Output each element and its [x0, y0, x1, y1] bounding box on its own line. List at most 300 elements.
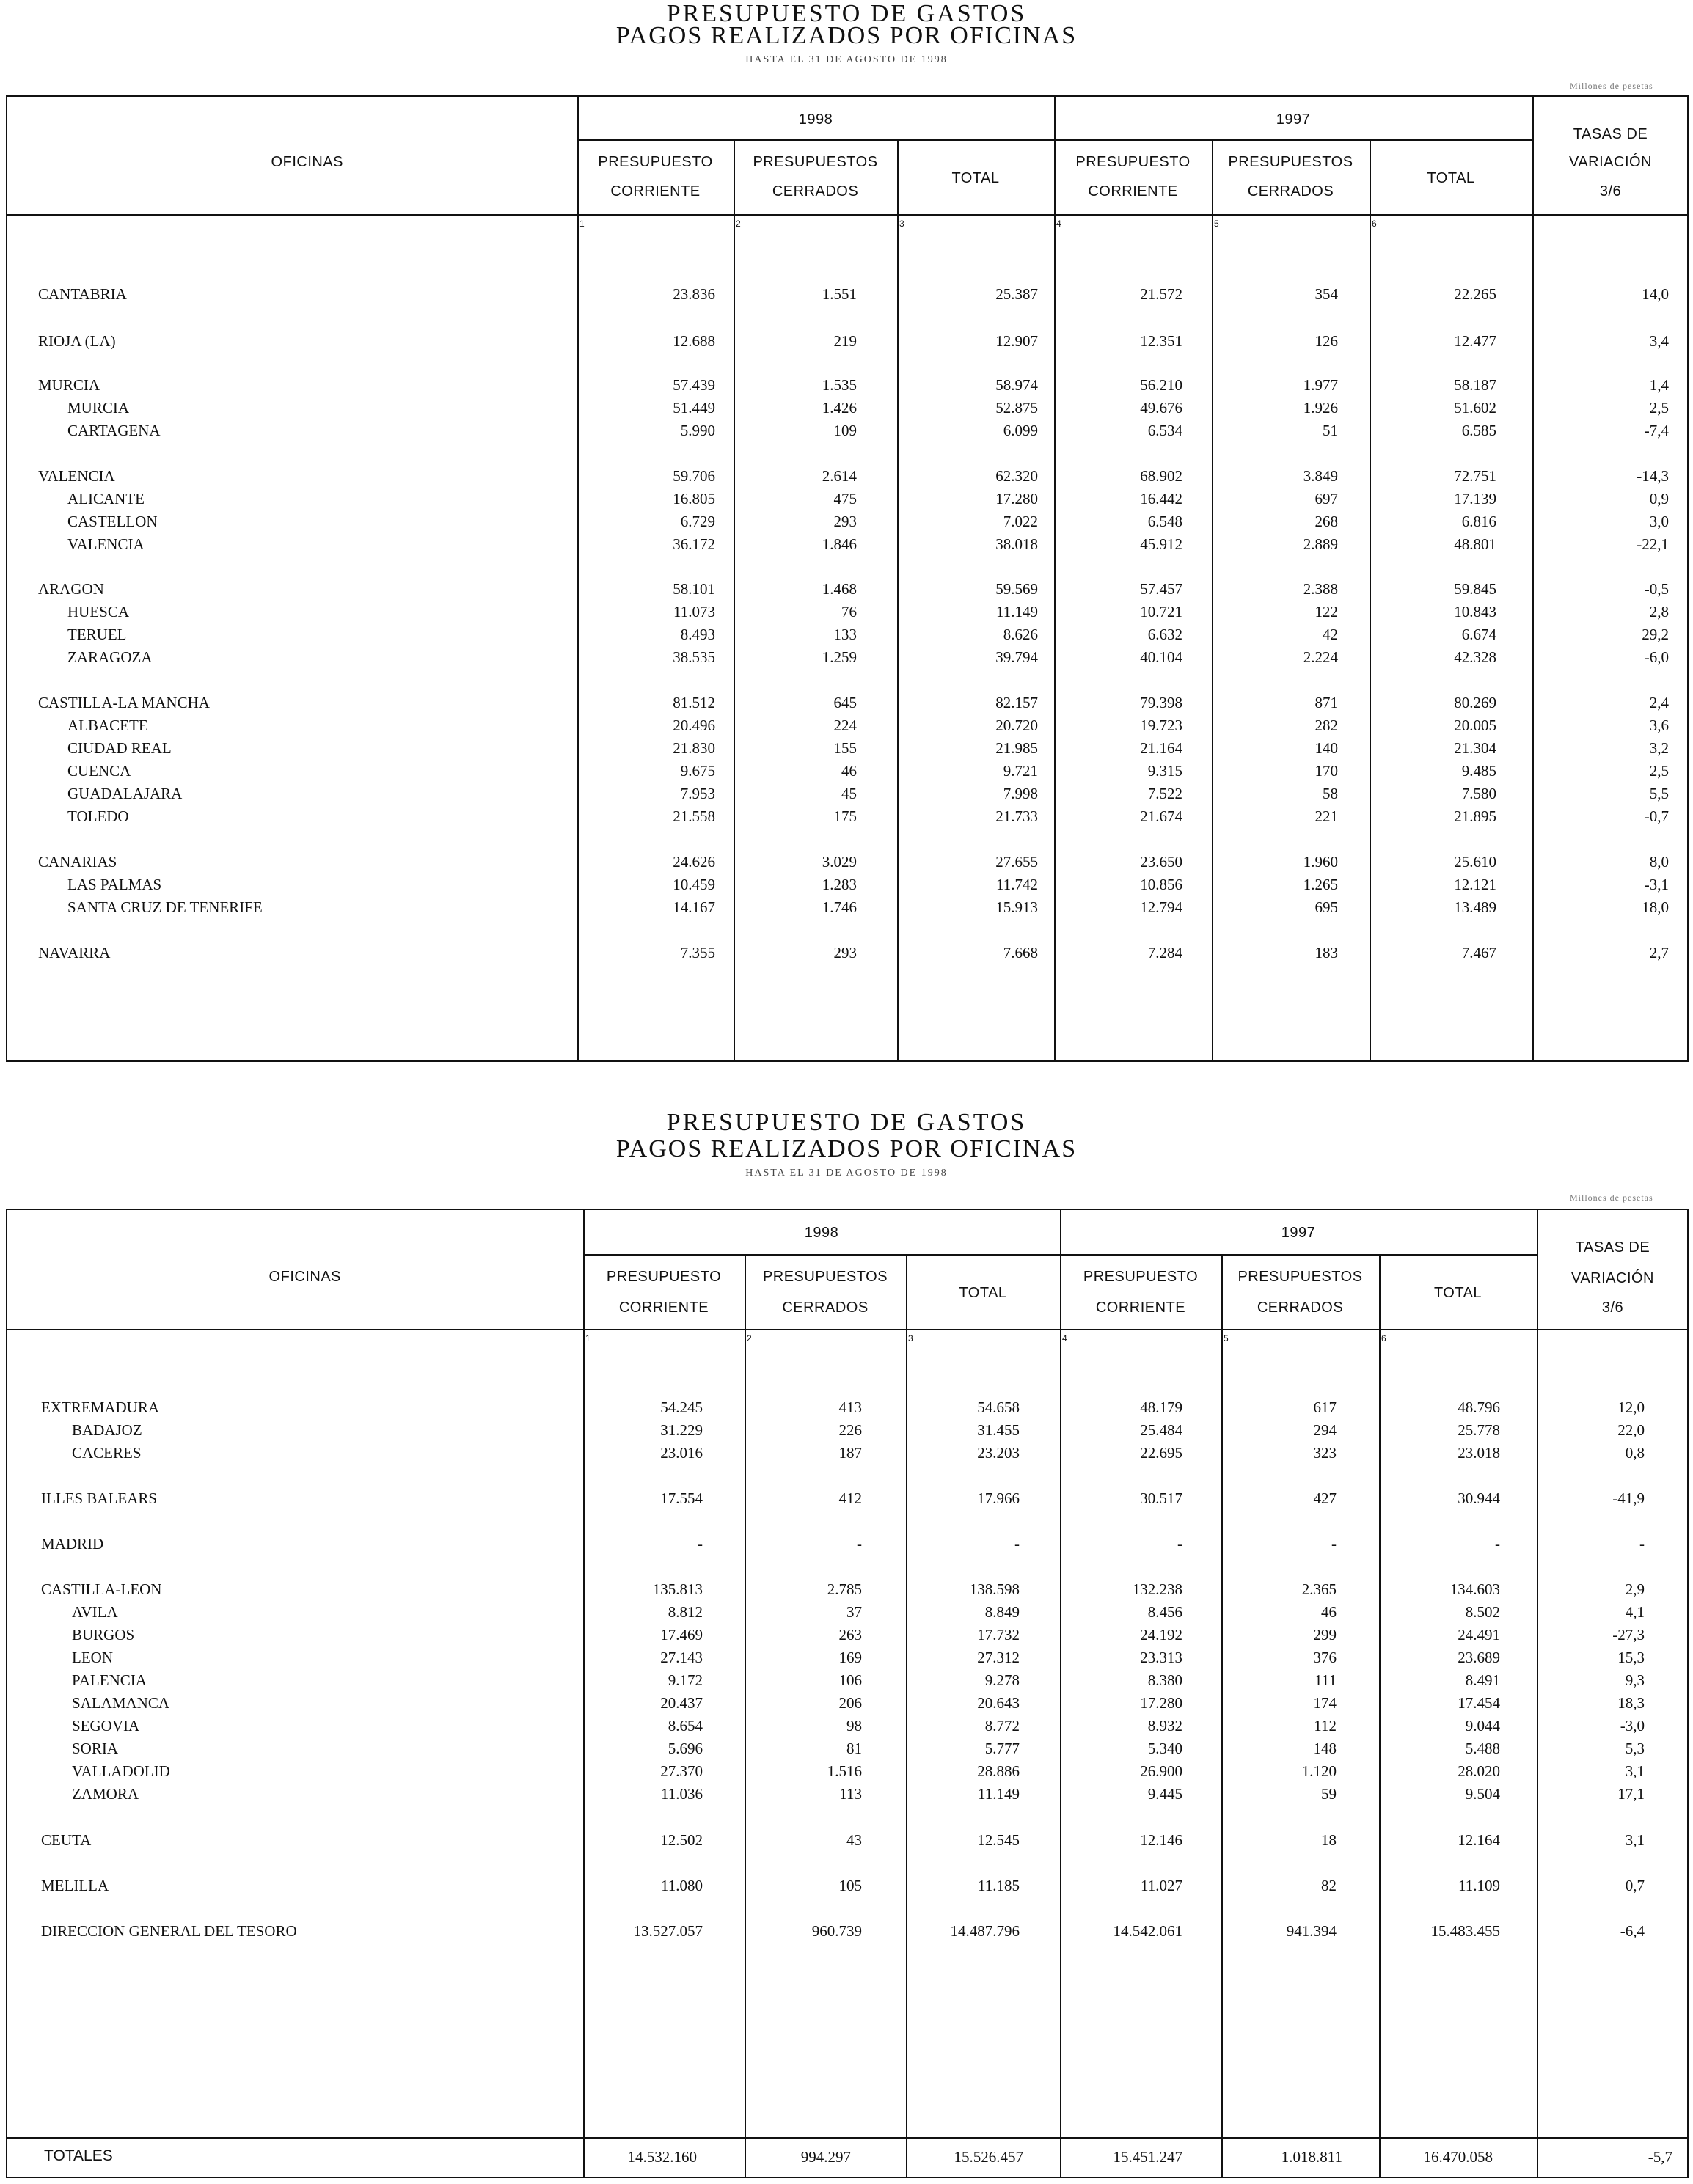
office-subregion-name: SALAMANCA	[72, 1694, 170, 1712]
table-cell: 22,0	[1617, 1421, 1645, 1439]
table-cell: 11.073	[673, 603, 715, 620]
table-cell: 9.504	[1465, 1785, 1500, 1803]
table-cell: 72.751	[1454, 467, 1496, 485]
column-number: 1	[579, 219, 585, 229]
table-cell: 12.146	[1140, 1831, 1182, 1849]
office-region-name: CASTILLA-LA MANCHA	[38, 694, 210, 711]
table-cell: 3,2	[1649, 739, 1669, 757]
table-cell: 323	[1313, 1444, 1337, 1462]
table-cell: 9.044	[1465, 1717, 1500, 1734]
office-region-name: VALENCIA	[38, 467, 115, 485]
table-cell: -41,9	[1612, 1489, 1645, 1507]
table-cell: 1.977	[1303, 376, 1338, 394]
table-cell: 20.720	[995, 717, 1038, 734]
table-cell: 695	[1314, 898, 1338, 916]
table-cell: 12.688	[673, 332, 715, 350]
table-cell: 11.027	[1141, 1877, 1182, 1894]
table-cell: 263	[838, 1626, 862, 1644]
table-cell: 617	[1313, 1399, 1337, 1416]
table-cell: 2.224	[1303, 648, 1338, 666]
table-cell: 58	[1323, 785, 1338, 802]
table-cell: 3,6	[1649, 717, 1669, 734]
table-cell: 4,1	[1625, 1603, 1645, 1621]
table-cell: 42.328	[1454, 648, 1496, 666]
table-cell: 11.109	[1458, 1877, 1500, 1894]
page-1-note: HASTA EL 31 DE AGOSTO DE 1998	[745, 54, 948, 65]
office-subregion-name: ALBACETE	[67, 717, 148, 734]
table-cell: 27.370	[660, 1762, 703, 1780]
col-pres-corriente-1998-l2: CORRIENTE	[610, 183, 701, 199]
table-cell: 24.491	[1458, 1626, 1500, 1644]
table-cell: 17.966	[977, 1489, 1020, 1507]
table-cell: 427	[1313, 1489, 1337, 1507]
column-number: 6	[1381, 1333, 1386, 1344]
col-pres-cerrados-1997-l2: CERRADOS	[1247, 183, 1334, 199]
office-subregion-name: BADAJOZ	[72, 1421, 142, 1439]
table-cell: 5.777	[984, 1740, 1020, 1757]
table-cell: 23.203	[977, 1444, 1020, 1462]
office-subregion-name: CACERES	[72, 1444, 142, 1462]
table-cell: 7.953	[680, 785, 715, 802]
col-pres-corriente-1997-l2: CORRIENTE	[1095, 1300, 1186, 1316]
table-cell: 17.454	[1458, 1694, 1500, 1712]
table-cell: 7.022	[1003, 513, 1038, 530]
table-cell: 9.675	[680, 762, 715, 780]
col-pres-cerrados-1998-l2: CERRADOS	[772, 183, 859, 199]
table-cell: 111	[1314, 1671, 1337, 1689]
table-cell: -0,7	[1644, 807, 1669, 825]
table-cell: 10.721	[1140, 603, 1182, 620]
table-cell: 54.245	[660, 1399, 703, 1416]
table-cell: 8.654	[668, 1717, 703, 1734]
table-cell: -	[1639, 1535, 1645, 1553]
table-cell: 12.545	[977, 1831, 1020, 1849]
table-cell: 7.467	[1461, 944, 1496, 961]
col-tasas-l1: TASAS DE	[1575, 1239, 1650, 1256]
table-cell: 11.149	[978, 1785, 1020, 1803]
table-cell: 98	[846, 1717, 862, 1734]
table-cell: 27.143	[660, 1649, 703, 1666]
table-cell: 8.493	[680, 626, 715, 643]
totals-cell: 994.297	[800, 2148, 851, 2166]
table-cell: -	[698, 1535, 703, 1553]
office-subregion-name: CARTAGENA	[67, 422, 161, 439]
office-subregion-name: VALENCIA	[67, 535, 145, 553]
office-subregion-name: MURCIA	[67, 399, 130, 417]
office-region-name: EXTREMADURA	[41, 1399, 159, 1416]
table-cell: 3.849	[1303, 467, 1338, 485]
table-cell: 76	[841, 603, 857, 620]
table-cell: 59	[1321, 1785, 1337, 1803]
col-total-1997: TOTAL	[1427, 170, 1475, 186]
table-cell: 14.542.061	[1113, 1922, 1182, 1940]
table-cell: 14.487.796	[950, 1922, 1020, 1940]
totals-cell: 15.526.457	[954, 2148, 1023, 2166]
table-cell: 224	[833, 717, 857, 734]
oficinas-header: OFICINAS	[271, 154, 343, 170]
table-cell: 106	[838, 1671, 862, 1689]
page-1-subtitle: PAGOS REALIZADOS POR OFICINAS	[615, 22, 1078, 49]
table-cell: 413	[838, 1399, 862, 1416]
column-number: 5	[1214, 219, 1219, 229]
table-cell: 1.265	[1303, 876, 1338, 893]
table-cell: 80.269	[1454, 694, 1496, 711]
table-cell: 17.280	[995, 490, 1038, 507]
office-subregion-name: SORIA	[72, 1740, 119, 1757]
table-cell: 48.796	[1458, 1399, 1500, 1416]
office-region-name: CASTILLA-LEON	[41, 1580, 162, 1598]
table-cell: 7.580	[1461, 785, 1496, 802]
page-2-subtitle: PAGOS REALIZADOS POR OFICINAS	[615, 1135, 1078, 1162]
col-pres-cerrados-1997-l2: CERRADOS	[1257, 1300, 1344, 1316]
table-cell: 134.603	[1449, 1580, 1500, 1598]
table-cell: 14,0	[1642, 285, 1669, 303]
table-cell: 21.558	[673, 807, 715, 825]
table-cell: 3,1	[1625, 1762, 1645, 1780]
col-pres-corriente-1998-l1: PRESUPUESTO	[606, 1269, 722, 1285]
col-pres-cerrados-1998-l2: CERRADOS	[782, 1300, 869, 1316]
table-cell: 17,1	[1617, 1785, 1645, 1803]
table-cell: 170	[1314, 762, 1338, 780]
table-cell: 6.632	[1147, 626, 1182, 643]
table-cell: 58.974	[995, 376, 1038, 394]
table-cell: 1.535	[822, 376, 857, 394]
table-cell: 21.674	[1140, 807, 1182, 825]
table-cell: 17.554	[660, 1489, 703, 1507]
office-subregion-name: SANTA CRUZ DE TENERIFE	[67, 898, 263, 916]
office-subregion-name: LEON	[72, 1649, 113, 1666]
table-cell: 871	[1314, 694, 1338, 711]
table-cell: 21.164	[1140, 739, 1182, 757]
table-cell: 1.120	[1301, 1762, 1337, 1780]
table-cell: 19.723	[1140, 717, 1182, 734]
table-cell: 23.836	[673, 285, 715, 303]
table-cell: 8.626	[1003, 626, 1038, 643]
table-cell: 10.856	[1140, 876, 1182, 893]
table-cell: 21.733	[995, 807, 1038, 825]
table-cell: -6,4	[1620, 1922, 1645, 1940]
table-cell: 155	[833, 739, 857, 757]
office-subregion-name: SEGOVIA	[72, 1717, 140, 1734]
table-cell: 9.485	[1461, 762, 1496, 780]
page-1-unit-note: Millones de pesetas	[1570, 81, 1653, 91]
table-cell: 28.020	[1458, 1762, 1500, 1780]
table-cell: 26.900	[1140, 1762, 1182, 1780]
table-cell: 645	[833, 694, 857, 711]
table-cell: 941.394	[1286, 1922, 1337, 1940]
table-cell: 282	[1314, 717, 1338, 734]
table-cell: 15,3	[1617, 1649, 1645, 1666]
table-cell: 0,7	[1625, 1877, 1645, 1894]
table-cell: 21.985	[995, 739, 1038, 757]
table-cell: 3,4	[1649, 332, 1669, 350]
table-cell: 183	[1314, 944, 1338, 961]
page-1-title: PRESUPUESTO DE GASTOS	[666, 0, 1027, 27]
table-cell: 8.932	[1147, 1717, 1182, 1734]
table-cell: 2,5	[1649, 399, 1669, 417]
table-cell: 37	[846, 1603, 862, 1621]
table-cell: 24.626	[673, 853, 715, 871]
table-cell: 23.018	[1458, 1444, 1500, 1462]
table-cell: 82.157	[995, 694, 1038, 711]
table-cell: 9,3	[1625, 1671, 1645, 1689]
table-cell: 20.496	[673, 717, 715, 734]
col-pres-corriente-1997-l1: PRESUPUESTO	[1083, 1269, 1199, 1285]
table-cell: 2,5	[1649, 762, 1669, 780]
table-cell: 57.439	[673, 376, 715, 394]
table-cell: 42	[1323, 626, 1338, 643]
table-cell: 23.313	[1140, 1649, 1182, 1666]
office-subregion-name: AVILA	[72, 1603, 118, 1621]
table-cell: 1.551	[822, 285, 857, 303]
table-cell: 54.658	[977, 1399, 1020, 1416]
table-cell: 6.729	[680, 513, 715, 530]
table-cell: 7.355	[680, 944, 715, 961]
table-cell: 8.456	[1147, 1603, 1182, 1621]
table-cell: 82	[1321, 1877, 1337, 1894]
table-cell: 45	[841, 785, 857, 802]
table-cell: 12.907	[995, 332, 1038, 350]
table-cell: 18,0	[1642, 898, 1669, 916]
office-region-name: MURCIA	[38, 376, 100, 394]
table-cell: 138.598	[969, 1580, 1020, 1598]
office-subregion-name: CUENCA	[67, 762, 131, 780]
office-subregion-name: ZARAGOZA	[67, 648, 153, 666]
table-cell: 376	[1313, 1649, 1337, 1666]
table-cell: 2.365	[1301, 1580, 1337, 1598]
office-region-name: ILLES BALEARS	[41, 1489, 158, 1507]
table-cell: 14.167	[673, 898, 715, 916]
table-cell: 28.886	[977, 1762, 1020, 1780]
office-region-name: CANARIAS	[38, 853, 117, 871]
table-cell: 354	[1314, 285, 1338, 303]
table-cell: 8.849	[984, 1603, 1020, 1621]
office-region-name: ARAGON	[38, 580, 104, 598]
table-cell: 12.351	[1140, 332, 1182, 350]
table-cell: 12.121	[1454, 876, 1496, 893]
table-cell: 52.875	[995, 399, 1038, 417]
col-tasas-l2: VARIACIÓN	[1570, 1270, 1655, 1286]
office-subregion-name: CIUDAD REAL	[67, 739, 172, 757]
table-cell: 10.843	[1454, 603, 1496, 620]
table-cell: 2.388	[1303, 580, 1338, 598]
column-number: 5	[1224, 1333, 1229, 1344]
table-cell: 17.732	[977, 1626, 1020, 1644]
office-subregion-name: PALENCIA	[72, 1671, 147, 1689]
totals-label: TOTALES	[44, 2147, 113, 2164]
table-cell: 9.172	[668, 1671, 703, 1689]
table-cell: 132.238	[1132, 1580, 1182, 1598]
column-number: 2	[747, 1333, 752, 1344]
table-cell: 21.895	[1454, 807, 1496, 825]
oficinas-header: OFICINAS	[268, 1269, 341, 1285]
office-subregion-name: VALLADOLID	[72, 1762, 170, 1780]
table-cell: 1.926	[1303, 399, 1338, 417]
table-cell: 36.172	[673, 535, 715, 553]
table-cell: 140	[1314, 739, 1338, 757]
year-1997-header: 1997	[1281, 1225, 1316, 1241]
col-pres-corriente-1997-l2: CORRIENTE	[1088, 183, 1178, 199]
table-cell: 17.139	[1454, 490, 1496, 507]
office-region-name: CANTABRIA	[38, 285, 127, 303]
table-cell: 8.491	[1465, 1671, 1500, 1689]
table-cell: 12,0	[1617, 1399, 1645, 1416]
table-cell: 2.785	[827, 1580, 862, 1598]
table-cell: 105	[838, 1877, 862, 1894]
table-cell: 6.534	[1147, 422, 1182, 439]
table-cell: 2,8	[1649, 603, 1669, 620]
table-cell: 174	[1313, 1694, 1337, 1712]
table-cell: 15.483.455	[1430, 1922, 1500, 1940]
table-cell: 475	[833, 490, 857, 507]
page-2-unit-note: Millones de pesetas	[1570, 1192, 1653, 1203]
table-cell: 23.650	[1140, 853, 1182, 871]
col-pres-cerrados-1997-l1: PRESUPUESTOS	[1237, 1269, 1363, 1285]
table-cell: 48.801	[1454, 535, 1496, 553]
table-cell: 16.442	[1140, 490, 1182, 507]
table-cell: 122	[1314, 603, 1338, 620]
table-cell: 31.455	[977, 1421, 1020, 1439]
table-cell: 58.187	[1454, 376, 1496, 394]
office-subregion-name: CASTELLON	[67, 513, 158, 530]
table-cell: 960.739	[811, 1922, 862, 1940]
col-tasas-l3: 3/6	[1601, 1300, 1624, 1316]
table-cell: 13.489	[1454, 898, 1496, 916]
table-cell: 113	[839, 1785, 862, 1803]
table-cell: 29,2	[1642, 626, 1669, 643]
table-cell: 18,3	[1617, 1694, 1645, 1712]
table-cell: 8.812	[668, 1603, 703, 1621]
table-cell: 2.889	[1303, 535, 1338, 553]
year-1998-header: 1998	[798, 111, 833, 128]
table-cell: 9.445	[1147, 1785, 1182, 1803]
table-cell: 9.278	[984, 1671, 1020, 1689]
table-cell: 27.312	[977, 1649, 1020, 1666]
table-cell: 3,1	[1625, 1831, 1645, 1849]
table-cell: -	[1014, 1535, 1020, 1553]
office-subregion-name: ZAMORA	[72, 1785, 139, 1803]
page-2-title: PRESUPUESTO DE GASTOS	[666, 1109, 1027, 1136]
totals-cell: 16.470.058	[1423, 2148, 1493, 2166]
table-cell: 6.099	[1003, 422, 1038, 439]
table-cell: 25.387	[995, 285, 1038, 303]
table-cell: 1.468	[822, 580, 857, 598]
table-cell: 56.210	[1140, 376, 1182, 394]
office-subregion-name: HUESCA	[67, 603, 130, 620]
col-pres-cerrados-1998-l1: PRESUPUESTOS	[762, 1269, 888, 1285]
column-number: 2	[736, 219, 741, 229]
table-cell: 3,0	[1649, 513, 1669, 530]
table-cell: 8.772	[984, 1717, 1020, 1734]
table-cell: 43	[846, 1831, 862, 1849]
table-cell: 0,8	[1625, 1444, 1645, 1462]
table-cell: 46	[841, 762, 857, 780]
table-cell: 11.185	[978, 1877, 1020, 1894]
table-cell: 133	[833, 626, 857, 643]
table-cell: 20.643	[977, 1694, 1020, 1712]
table-cell: -	[857, 1535, 862, 1553]
table-cell: 221	[1314, 807, 1338, 825]
table-cell: 299	[1313, 1626, 1337, 1644]
table-cell: 40.104	[1140, 648, 1182, 666]
table-cell: 22.265	[1454, 285, 1496, 303]
table-cell: 17.280	[1140, 1694, 1182, 1712]
table-cell: 5.696	[668, 1740, 703, 1757]
table-cell: 7.668	[1003, 944, 1038, 961]
column-number: 6	[1372, 219, 1377, 229]
table-cell: 148	[1313, 1740, 1337, 1757]
table-cell: 3.029	[822, 853, 857, 871]
table-cell: 7.998	[1003, 785, 1038, 802]
table-cell: 57.457	[1140, 580, 1182, 598]
column-number: 4	[1056, 219, 1061, 229]
table-cell: -0,5	[1644, 580, 1669, 598]
table-cell: 8,0	[1649, 853, 1669, 871]
table-cell: 126	[1314, 332, 1338, 350]
table-cell: 11.742	[996, 876, 1038, 893]
table-cell: 48.179	[1140, 1399, 1182, 1416]
table-cell: 23.016	[660, 1444, 703, 1462]
table-cell: 11.080	[661, 1877, 703, 1894]
table-cell: 1.516	[827, 1762, 862, 1780]
table-cell: 59.706	[673, 467, 715, 485]
table-cell: 12.794	[1140, 898, 1182, 916]
table-cell: 697	[1314, 490, 1338, 507]
table-cell: 62.320	[995, 467, 1038, 485]
table-cell: 25.484	[1140, 1421, 1182, 1439]
table-cell: 12.502	[660, 1831, 703, 1849]
table-cell: 27.655	[995, 853, 1038, 871]
year-1998-header: 1998	[804, 1225, 839, 1241]
office-region-name: NAVARRA	[38, 944, 111, 961]
table-cell: 20.437	[660, 1694, 703, 1712]
column-number: 4	[1062, 1333, 1067, 1344]
table-cell: 6.816	[1461, 513, 1496, 530]
table-cell: 112	[1314, 1717, 1337, 1734]
table-cell: 1.426	[822, 399, 857, 417]
office-region-name: MELILLA	[41, 1877, 109, 1894]
table-cell: -	[1331, 1535, 1337, 1553]
table-cell: 79.398	[1140, 694, 1182, 711]
column-number: 3	[908, 1333, 913, 1344]
table-cell: 9.315	[1147, 762, 1182, 780]
totals-cell: -5,7	[1648, 2148, 1672, 2166]
table-cell: 294	[1313, 1421, 1337, 1439]
table-cell: 226	[838, 1421, 862, 1439]
table-cell: 51.602	[1454, 399, 1496, 417]
col-tasas-l3: 3/6	[1599, 183, 1622, 199]
table-cell: 59.845	[1454, 580, 1496, 598]
col-pres-corriente-1998-l1: PRESUPUESTO	[598, 154, 713, 170]
table-cell: 206	[838, 1694, 862, 1712]
table-cell: 0,9	[1649, 490, 1669, 507]
col-pres-corriente-1998-l2: CORRIENTE	[618, 1300, 709, 1316]
table-cell: -3,0	[1620, 1717, 1645, 1734]
year-1997-header: 1997	[1276, 111, 1311, 128]
table-cell: 135.813	[652, 1580, 703, 1598]
table-cell: 175	[833, 807, 857, 825]
table-cell: 38.018	[995, 535, 1038, 553]
column-number: 1	[585, 1333, 590, 1344]
table-cell: 81.512	[673, 694, 715, 711]
table-cell: 20.005	[1454, 717, 1496, 734]
table-cell: 13.527.057	[633, 1922, 703, 1940]
table-cell: 21.572	[1140, 285, 1182, 303]
column-number: 3	[899, 219, 904, 229]
table-cell: 1.846	[822, 535, 857, 553]
totals-cell: 1.018.811	[1281, 2148, 1342, 2166]
table-cell: 8.502	[1465, 1603, 1500, 1621]
